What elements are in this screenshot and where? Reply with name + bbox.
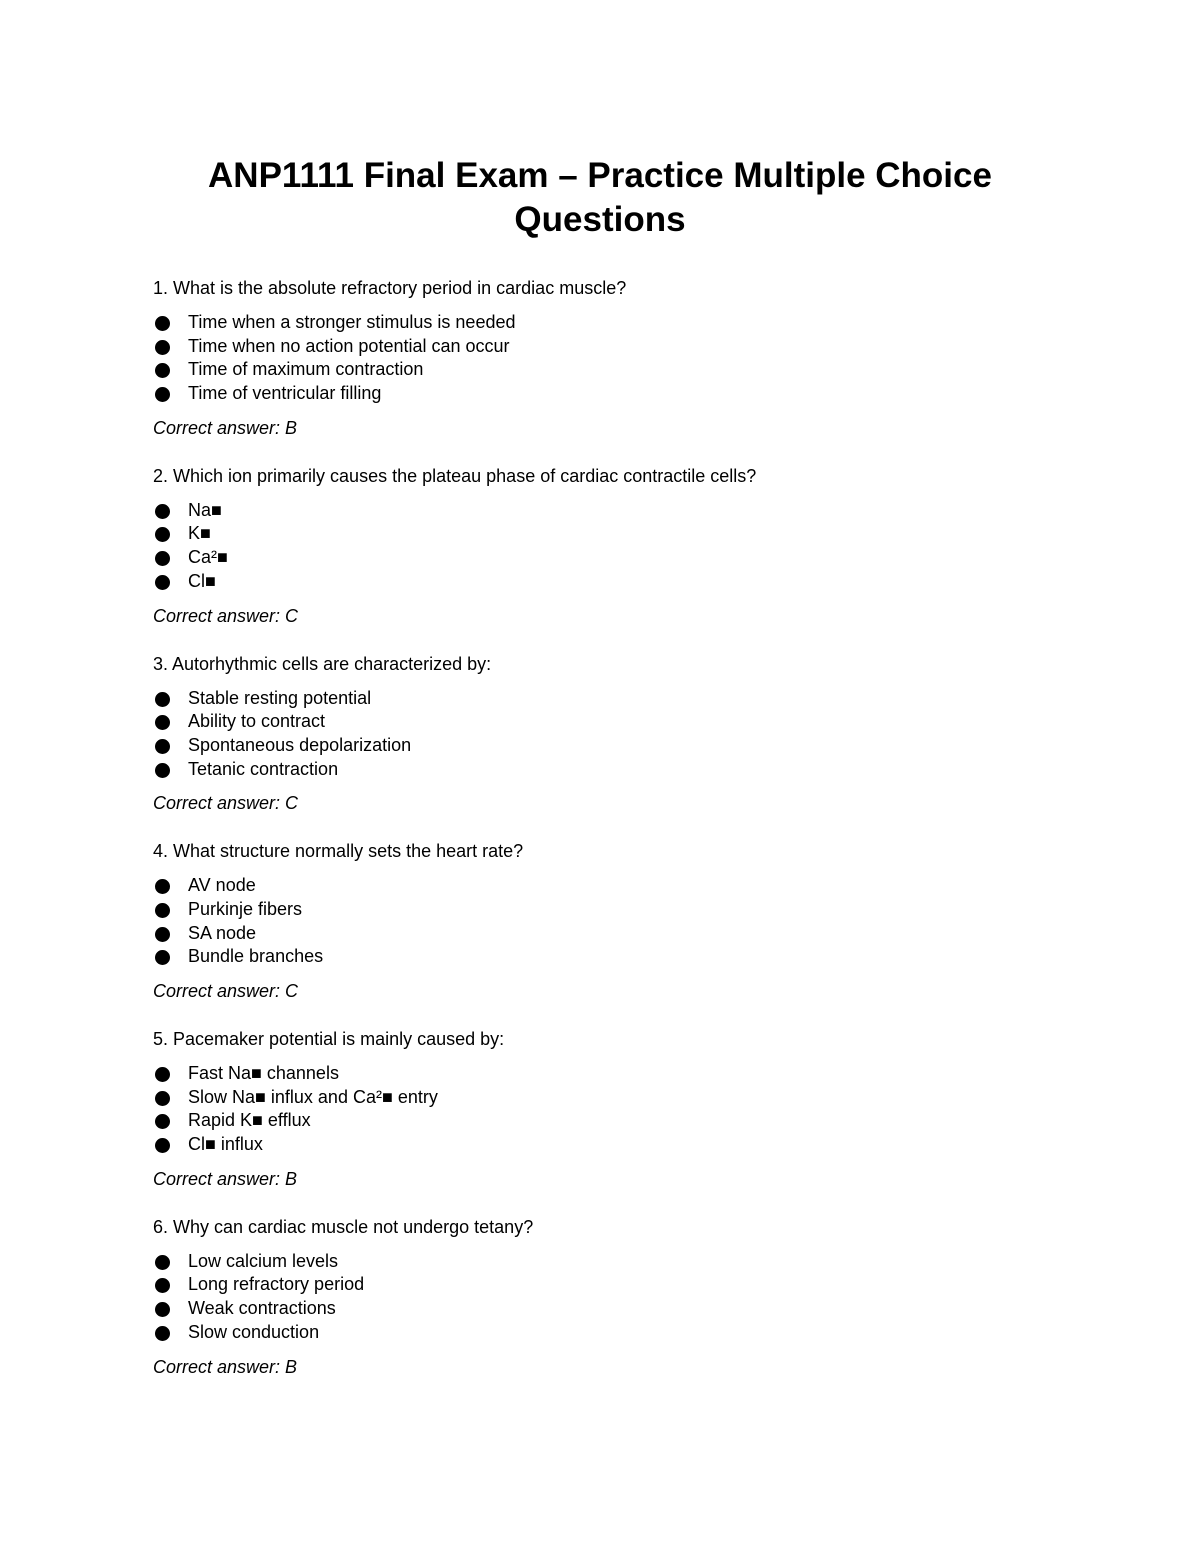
option-list (153, 1062, 1053, 1157)
option-item (153, 758, 1053, 782)
option-text: Long refractory period (188, 1274, 365, 1295)
option-item (153, 1086, 1053, 1110)
option-text: Cl■ influx (188, 1134, 263, 1155)
question-text: 1. What is the absolute refractory period in cardiac muscle? (153, 278, 627, 298)
option-item (153, 922, 1053, 946)
option-text: Cl■ (188, 570, 216, 591)
title-line-2: Questions (514, 200, 686, 239)
bullet-icon (155, 527, 170, 542)
option-item (153, 1062, 1053, 1086)
option-text: Time when no action potential can occur (188, 335, 510, 356)
option-text: AV node (188, 875, 256, 896)
question-text: 3. Autorhythmic cells are characterized by: (153, 653, 492, 674)
question-2 (153, 464, 1053, 628)
option-item (153, 522, 1053, 546)
option-text: Ability to contract (188, 711, 326, 732)
bullet-icon (155, 1255, 170, 1270)
bullet-icon (155, 1114, 170, 1129)
bullet-icon (155, 1278, 170, 1293)
option-text: Ca²■ (188, 547, 228, 568)
correct-answer: Correct answer: C (153, 981, 299, 1001)
bullet-icon (155, 927, 170, 942)
bullet-icon (155, 575, 170, 590)
option-list (153, 499, 1053, 594)
document-title (0, 154, 1200, 242)
bullet-icon (155, 715, 170, 730)
bullet-icon (155, 1091, 170, 1106)
bullet-icon (155, 1326, 170, 1341)
option-text: Fast Na■ channels (188, 1063, 339, 1083)
option-text: Bundle branches (188, 946, 324, 967)
option-item (153, 358, 1053, 382)
option-text: SA node (188, 922, 257, 943)
option-item (153, 874, 1053, 898)
option-item (153, 382, 1053, 406)
option-item (153, 710, 1053, 734)
bullet-icon (155, 879, 170, 894)
bullet-icon (155, 551, 170, 566)
question-4 (153, 839, 1053, 1003)
bullet-icon (155, 363, 170, 378)
question-text: 6. Why can cardiac muscle not undergo tetany? (153, 1216, 534, 1237)
option-text: Time when a stronger stimulus is needed (188, 312, 516, 332)
option-text: Slow Na■ influx and Ca²■ entry (188, 1086, 438, 1107)
option-text: Weak contractions (188, 1298, 336, 1319)
bullet-icon (155, 903, 170, 918)
option-text: Spontaneous depolarization (188, 734, 412, 755)
option-text: Tetanic contraction (188, 758, 339, 779)
question-text: 5. Pacemaker potential is mainly caused by: (153, 1029, 505, 1049)
option-text: Time of maximum contraction (188, 359, 424, 380)
option-item (153, 1297, 1053, 1321)
bullet-icon (155, 1138, 170, 1153)
bullet-icon (155, 1067, 170, 1082)
bullet-icon (155, 950, 170, 965)
question-text: 2. Which ion primarily causes the plateau phase of cardiac contractile cells? (153, 465, 757, 486)
option-item (153, 570, 1053, 594)
correct-answer: Correct answer: B (153, 1168, 298, 1189)
option-text: Time of ventricular filling (188, 383, 382, 404)
option-text: Purkinje fibers (188, 898, 303, 919)
option-text: K■ (188, 523, 211, 544)
option-text: Low calcium levels (188, 1250, 339, 1271)
option-list (153, 874, 1053, 969)
question-6 (153, 1215, 1053, 1379)
question-5 (153, 1027, 1053, 1191)
bullet-icon (155, 763, 170, 778)
option-item (153, 335, 1053, 359)
correct-answer: Correct answer: B (153, 417, 298, 438)
option-text: Stable resting potential (188, 687, 372, 708)
option-item (153, 945, 1053, 969)
question-list (153, 276, 1053, 1403)
bullet-icon (155, 387, 170, 402)
bullet-icon (155, 316, 170, 331)
correct-answer: Correct answer: B (153, 1356, 298, 1377)
option-item (153, 1250, 1053, 1274)
title-line-1: ANP1111 Final Exam – Practice Multiple Choice (208, 156, 992, 195)
option-item (153, 311, 1053, 335)
option-list (153, 1250, 1053, 1345)
option-item (153, 546, 1053, 570)
question-3 (153, 652, 1053, 816)
option-item (153, 1133, 1053, 1157)
bullet-icon (155, 739, 170, 754)
bullet-icon (155, 1302, 170, 1317)
option-item (153, 1109, 1053, 1133)
option-item (153, 1321, 1053, 1345)
option-text: Slow conduction (188, 1321, 320, 1342)
bullet-icon (155, 504, 170, 519)
option-item (153, 1273, 1053, 1297)
option-text: Na■ (188, 499, 222, 520)
question-1 (153, 276, 1053, 440)
option-item (153, 499, 1053, 523)
option-item (153, 734, 1053, 758)
bullet-icon (155, 340, 170, 355)
question-text: 4. What structure normally sets the heart rate? (153, 841, 524, 862)
option-item (153, 898, 1053, 922)
bullet-icon (155, 692, 170, 707)
option-list (153, 311, 1053, 406)
option-text: Rapid K■ efflux (188, 1110, 311, 1131)
option-item (153, 687, 1053, 711)
correct-answer: Correct answer: C (153, 793, 299, 814)
correct-answer: Correct answer: C (153, 605, 299, 626)
option-list (153, 687, 1053, 782)
